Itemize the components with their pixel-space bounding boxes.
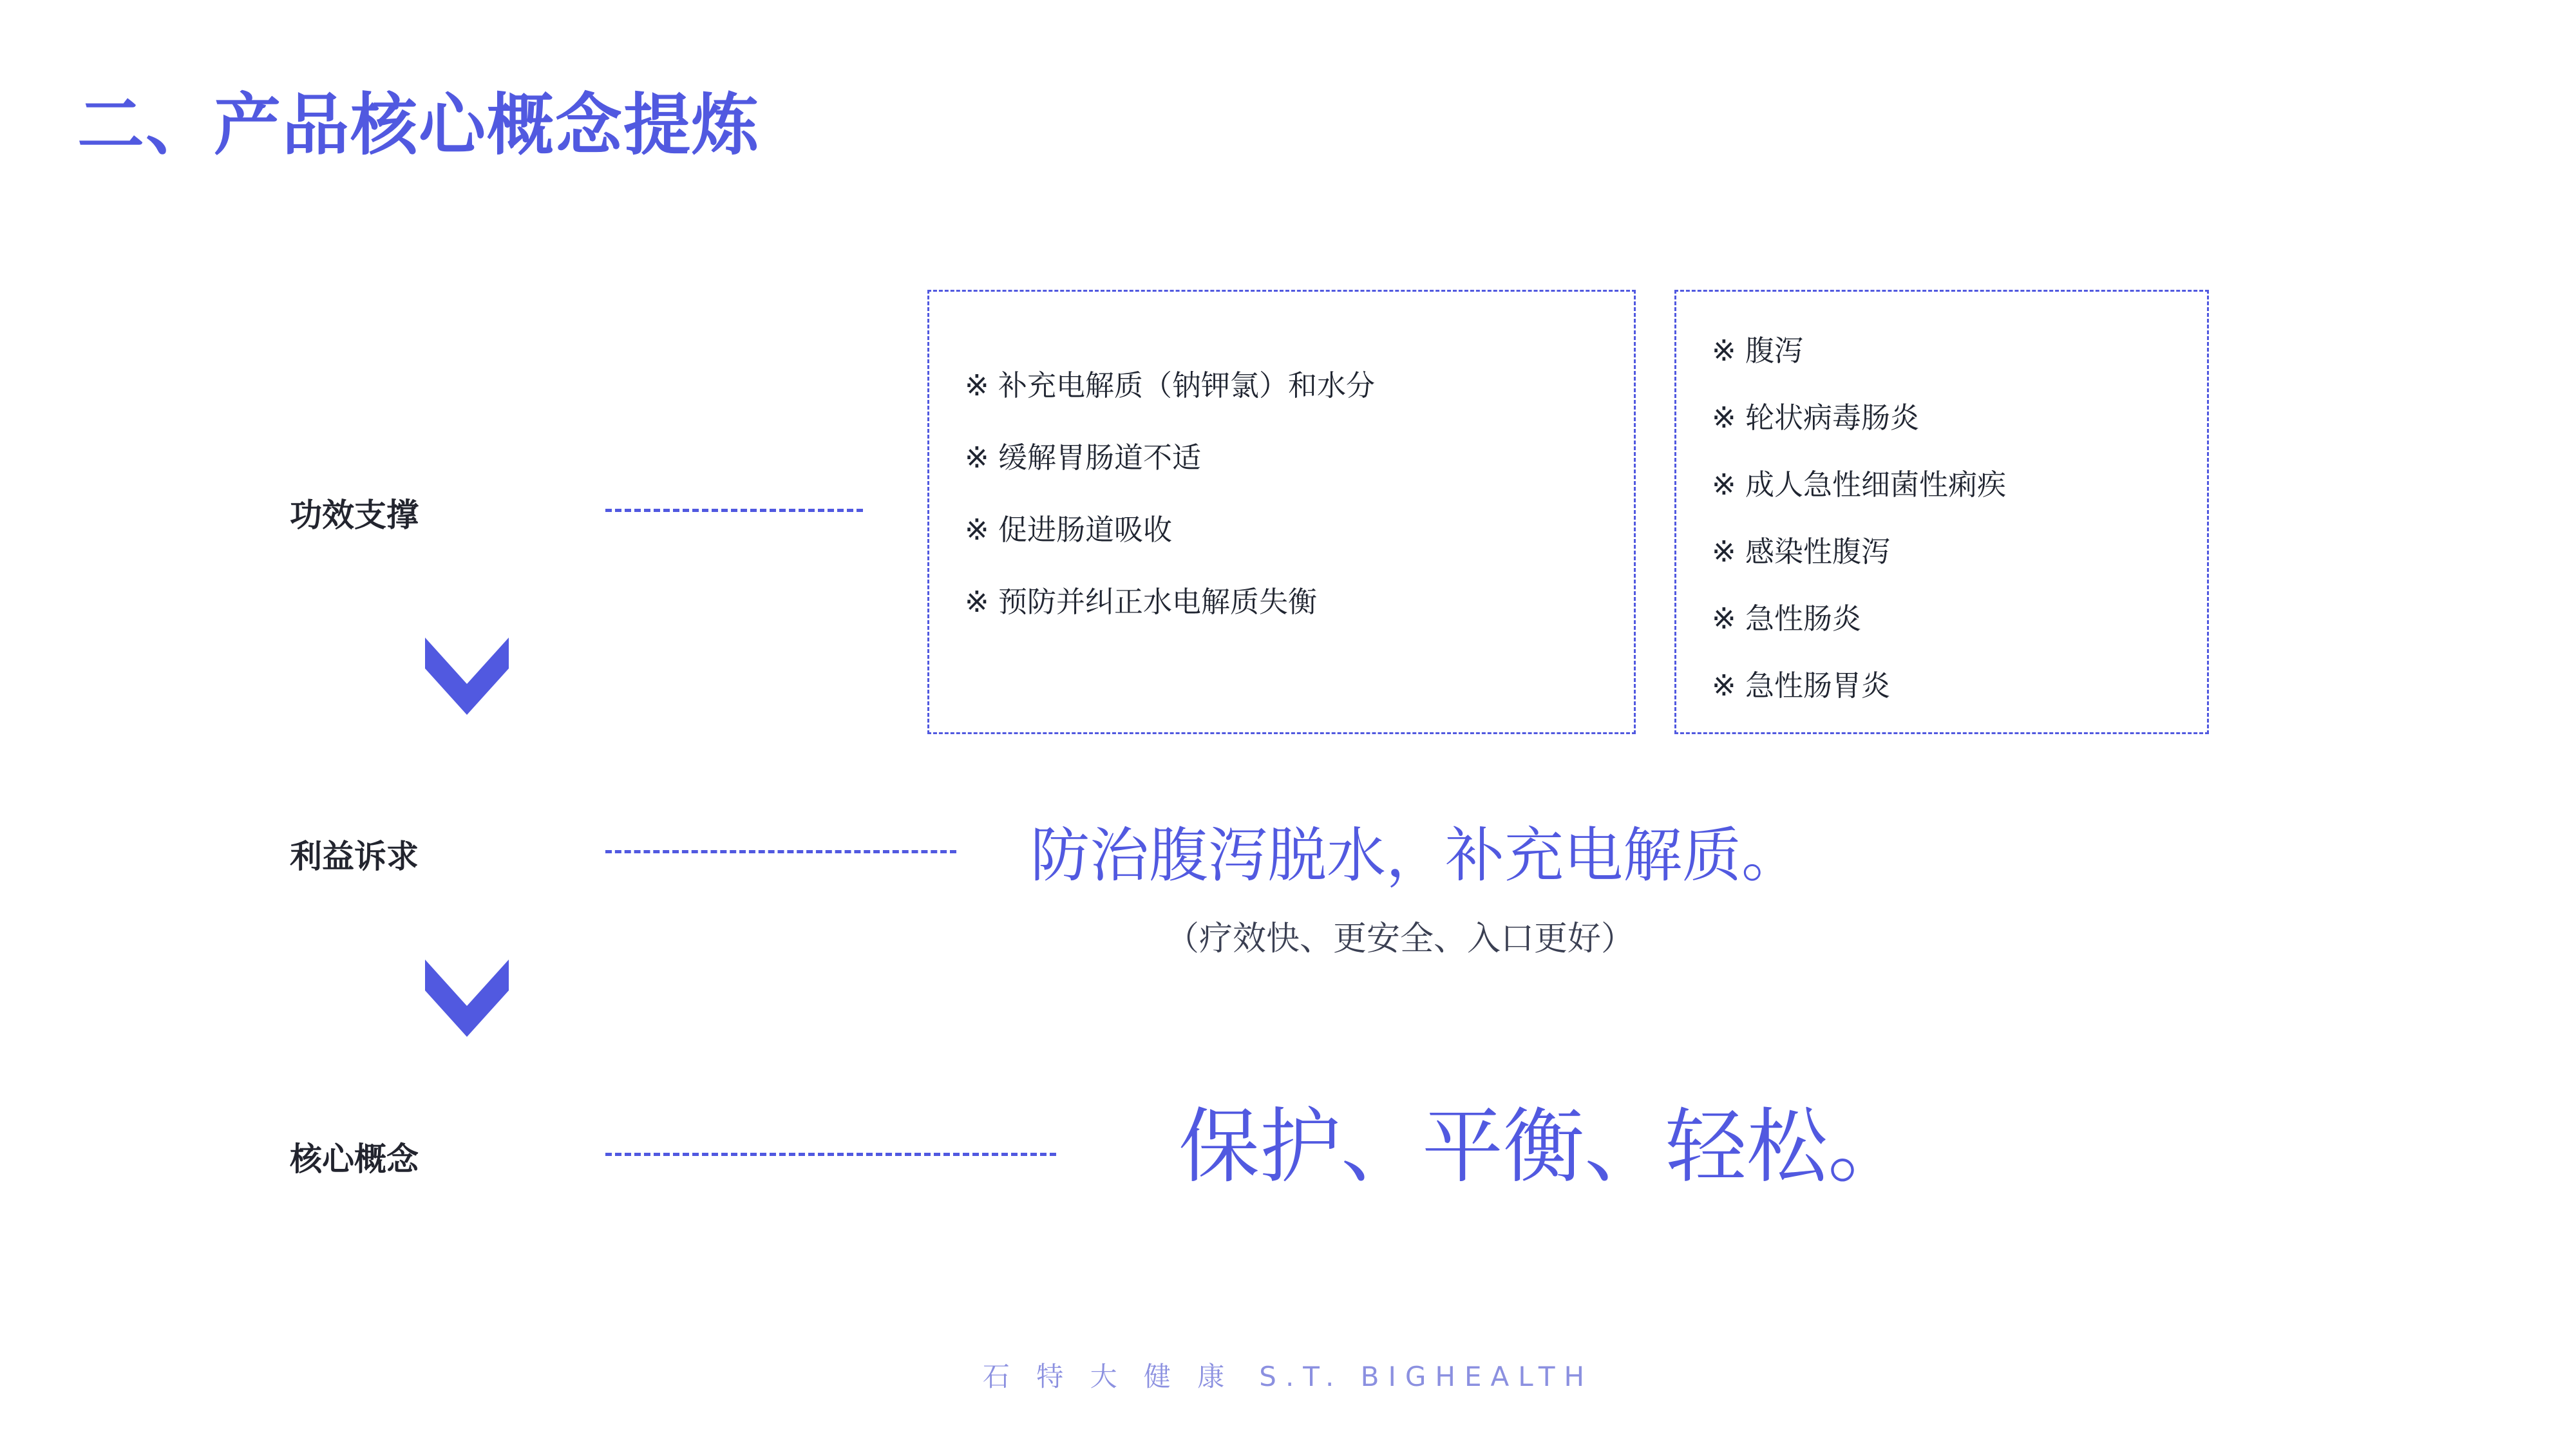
list-item: ※ 腹泻 [1712, 334, 1804, 368]
efficacy-support-box [927, 290, 1636, 734]
connector-dashed-benefit [605, 850, 956, 853]
list-item: ※ 预防并纠正水电解质失衡 [965, 585, 1318, 619]
list-item: ※ 急性肠炎 [1712, 601, 1862, 636]
row-label-benefit: 利益诉求 [290, 838, 419, 875]
chevron-down-icon [425, 638, 509, 715]
list-item: ※ 缓解胃肠道不适 [965, 440, 1202, 475]
list-item: ※ 轮状病毒肠炎 [1712, 401, 1920, 435]
indications-box [1674, 290, 2209, 734]
row-label-efficacy: 功效支撑 [290, 497, 419, 533]
page-title: 二、产品核心概念提炼 [77, 88, 761, 163]
connector-dashed-core [605, 1153, 1056, 1156]
list-item: ※ 补充电解质（钠钾氯）和水分 [965, 368, 1376, 402]
connector-dashed-efficacy [605, 509, 863, 512]
footer-brand-en: S.T. BIGHEALTH [1259, 1361, 1594, 1392]
chevron-down-icon [425, 960, 509, 1037]
benefit-claim-sub: （疗效快、更安全、入口更好） [1166, 920, 1635, 958]
list-item: ※ 感染性腹泻 [1712, 535, 1891, 569]
benefit-claim-main: 防治腹泻脱水，补充电解质。 [1030, 821, 1801, 890]
footer-brand-cn: 石 特 大 健 康 [982, 1361, 1234, 1392]
list-item: ※ 促进肠道吸收 [965, 513, 1173, 547]
row-label-core: 核心概念 [290, 1141, 419, 1177]
list-item: ※ 成人急性细菌性痢疾 [1712, 468, 2007, 502]
footer-brand [0, 1356, 2576, 1394]
list-item: ※ 急性肠胃炎 [1712, 668, 1891, 703]
core-concept-text: 保护、平衡、轻松。 [1179, 1099, 1909, 1194]
